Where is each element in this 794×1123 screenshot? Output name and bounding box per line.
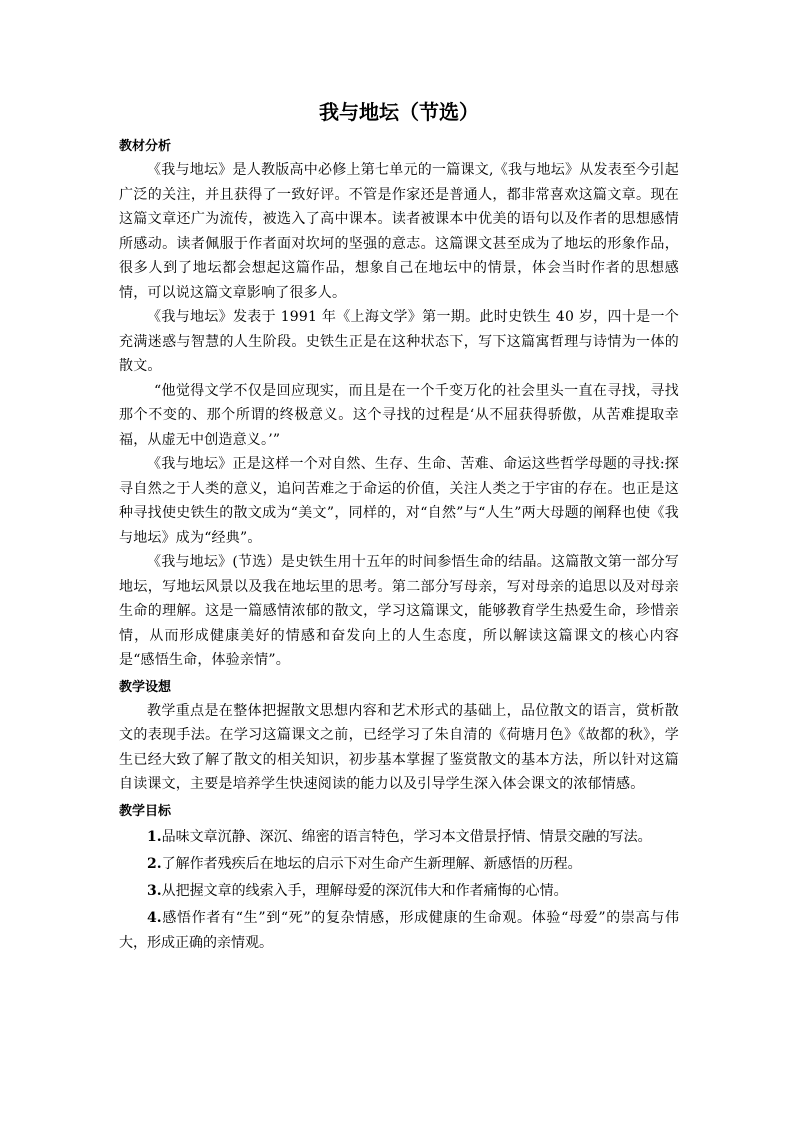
section-heading-analysis: 教材分析: [119, 139, 172, 154]
goal-number: 1.: [147, 828, 162, 845]
design-paragraph: 教学重点是在整体把握散文思想内容和艺术形式的基础上，品位散文的语言，赏析散文的表现手法。在学习这篇课文之前，已经学习了朱自清的《荷塘月色》《故都的秋》，学生已经大致了解了散文的相关知识，初步基本掌握了鉴赏散文的基本方法，所以针对这篇自读课文，主要是培养学生快速阅读的能力以及引导学生深入体会课文的浓郁情感。: [119, 702, 679, 792]
goal-number: 4.: [147, 909, 162, 926]
section-heading-goals: 教学目标: [119, 803, 172, 819]
goal-item-4: [119, 906, 679, 956]
goal-item-2: [119, 852, 679, 877]
document-page: [119, 98, 679, 958]
analysis-paragraph-2: 《我与地坛》发表于 1991 年《上海文学》第一期。此时史铁生 40 岁，四十是一个充满迷惑与智慧的人生阶段。史铁生正是在这种状态下，写下这篇寓哲理与诗情为一体的散文。: [119, 309, 679, 374]
section-heading-design: 教学设想: [119, 679, 172, 695]
document-title: 我与地坛（节选）: [319, 100, 479, 124]
analysis-quote-paragraph: “他觉得文学不仅是回应现实，而且是在一个千变万化的社会里头一直在寻找，寻找那个不变的、那个所谓的终极意义。这个寻找的过程是‘从不屈获得骄傲，从苦难提取幸福，从虚无中创造意义。’”: [119, 382, 679, 448]
goal-item-1: [119, 825, 679, 850]
goal-text: 感悟作者有“生”到“死”的复杂情感，形成健康的生命观。体验“母爱”的崇高与伟大，形成正确的亲情观。: [119, 909, 679, 951]
goal-number: 3.: [147, 882, 162, 899]
goal-item-3: [119, 879, 679, 904]
analysis-paragraph-4: 《我与地坛》正是这样一个对自然、生存、生命、苦难、命运这些哲学母题的寻找:探寻自然之于人类的意义，追问苦难之于命运的价值，关注人类之于宇宙的存在。也正是这种寻找使史铁生的散文成为“美文”，同样的，对“自然”与“人生”两大母题的阐释也使《我与地坛》成为“经典”。: [119, 456, 679, 546]
goal-number: 2.: [147, 855, 162, 872]
analysis-paragraph-1: 《我与地坛》是人教版高中必修上第七单元的一篇课文,《我与地坛》从发表至今引起广泛的关注，并且获得了一致好评。不管是作家还是普通人，都非常喜欢这篇文章。现在这篇文章还广为流传，被选入了高中课本。读者被课本中优美的语句以及作者的思想感情所感动。读者佩服于作者面对坎坷的坚强的意志。这篇课文甚至成为了地坛的形象作品，很多人到了地坛都会想起这篇作品，想象自己在地坛中的情景，体会当时作者的思想感情，可以说这篇文章影响了很多人。: [119, 162, 679, 301]
goal-text: 了解作者残疾后在地坛的启示下对生命产生新理解、新感悟的历程。: [161, 855, 582, 872]
goal-text: 从把握文章的线索入手，理解母爱的深沉伟大和作者痛悔的心情。: [161, 882, 568, 899]
analysis-paragraph-5: 《我与地坛》(节选）是史铁生用十五年的时间参悟生命的结晶。这篇散文第一部分写地坛，写地坛风景以及我在地坛里的思考。第二部分写母亲，写对母亲的追思以及对母亲生命的理解。这是一篇感情浓郁的散文，学习这篇课文，能够教育学生热爱生命，珍惜亲情，从而形成健康美好的情感和奋发向上的人生态度，所以解读这篇课文的核心内容是“感悟生命，体验亲情”。: [119, 554, 679, 668]
goal-text: 品味文章沉静、深沉、绵密的语言特色，学习本文借景抒情、情景交融的写法。: [161, 828, 652, 845]
